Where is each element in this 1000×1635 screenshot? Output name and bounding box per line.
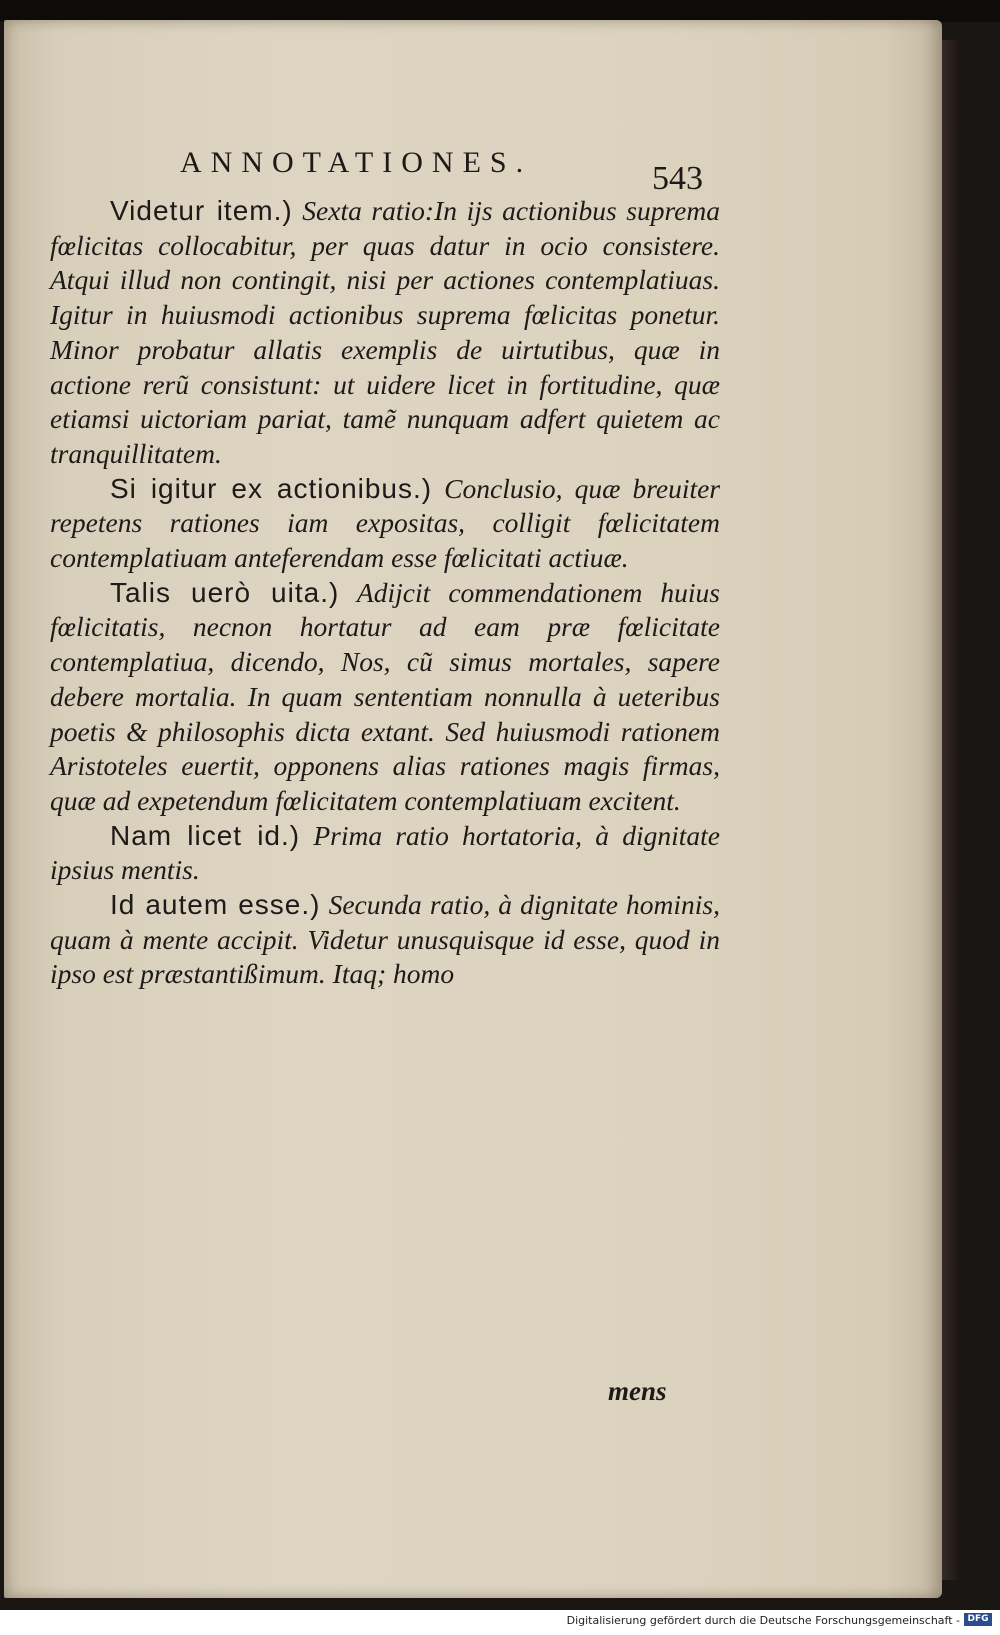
dfg-logo-icon: DFG [964,1613,992,1626]
annotation-paragraph [50,576,720,819]
annotation-paragraph [50,194,720,472]
annotation-paragraph [50,819,720,888]
running-title: ANNOTATIONES. [180,146,533,179]
lemma: Nam licet id.) [110,819,301,851]
lemma: Talis uerò uita.) [110,576,340,608]
commentary: Sexta ratio:In ijs actionibus suprema fœlicitas collocabitur, per quas datur in ocio consistere. Atqui illud non contingit, nisi per actiones contemplatiuas. Igitur in huiusmodi actionibus suprema fœlicitas ponetur. Minor probatur allatis exemplis de uirtutibus, quæ in actione rerũ consistunt: ut uidere licet in fortitudine, quæ etiamsi uictoriam pariat, tamẽ nunquam adfert quietem ac tranquillitatem. [50,195,720,469]
digitization-credit: Digitalisierung gefördert durch die Deutsche Forschungsgemeinschaft - [566,1614,960,1627]
annotation-body [50,194,720,992]
commentary: Adijcit commendationem huius fœlicitatis, necnon hortatur ad eam præ fœlicitate contemplatiua, dicendo, Nos, cũ simus mortales, sapere debere mortalia. In quam sententiam nonnulla à ueteribus poetis & philosophis dicta extant. Sed huiusmodi rationem Aristoteles euertit, opponens alias rationes magis firmas, quæ ad expetendum fœlicitatem contemplatiuam excitent. [50,576,720,816]
annotation-paragraph [50,888,720,992]
lemma: Si igitur ex actionibus.) [110,472,433,504]
scan-background-top [0,0,1000,22]
commentary: Prima ratio hortatoria, à dignitate ipsius mentis. [50,819,720,886]
lemma: Id autem esse.) [110,889,321,921]
catchword: mens [608,1376,667,1406]
annotation-paragraph [50,472,720,576]
commentary: Conclusio, quæ breuiter repetens rationes iam expositas, colligit fœlicitatem contemplatiuam anteferendam esse fœlicitati actiuæ. [50,472,721,574]
lemma: Videtur item.) [110,195,293,226]
commentary: Secunda ratio, à dignitate hominis, quam à mente accipit. Videtur unusquisque id esse, quod in ipso est præstantißimum. Itaq; homo [50,889,720,990]
page-number: 543 [652,160,703,197]
